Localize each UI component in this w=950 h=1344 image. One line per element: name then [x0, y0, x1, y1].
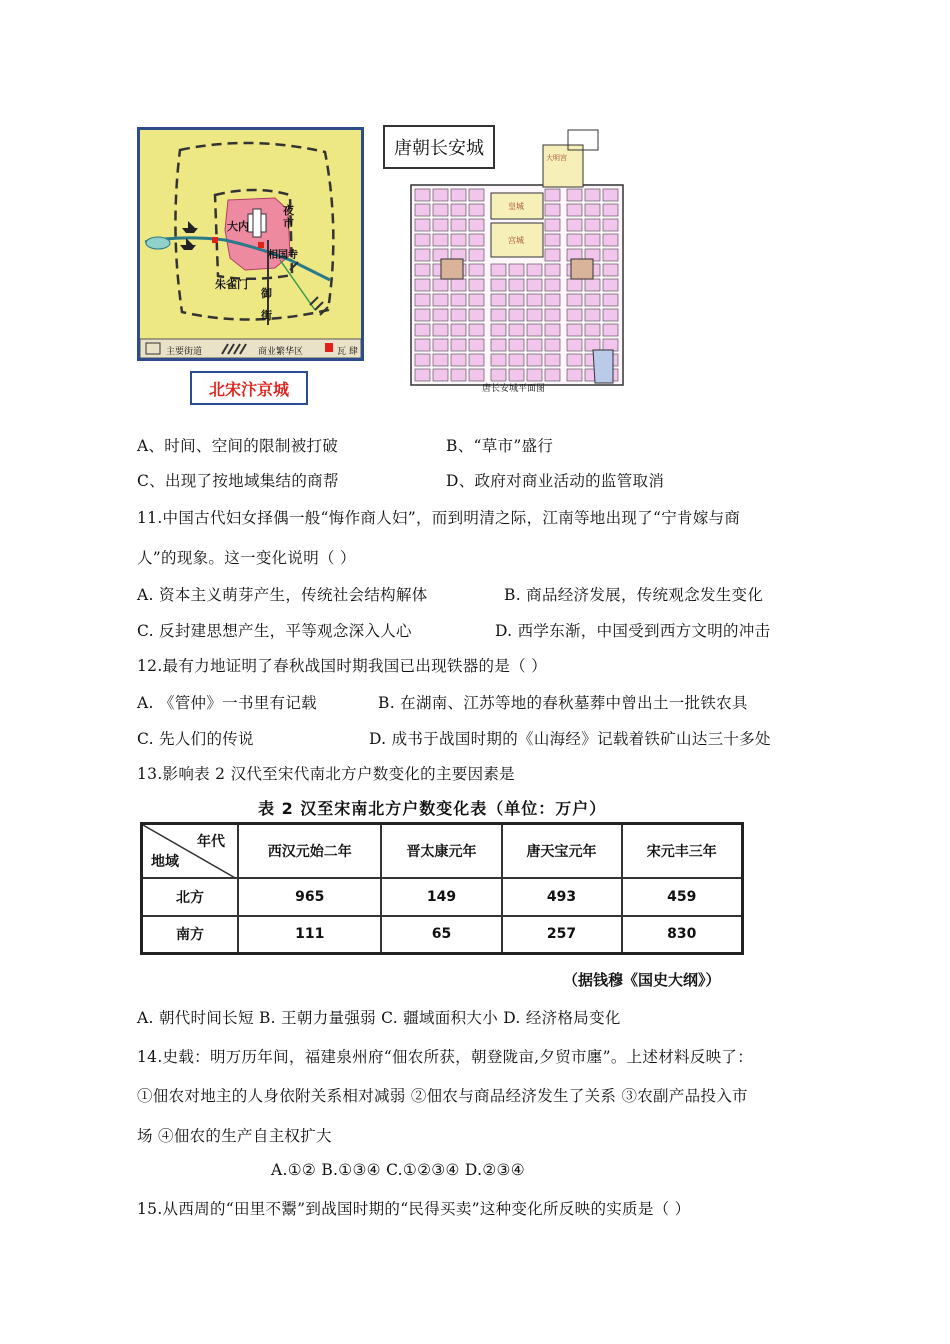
- q14-options: A.①② B.①③④ C.①②③④ D.②③④: [271, 1161, 525, 1179]
- table-header-row: [142, 824, 743, 878]
- ward-block: [585, 339, 600, 351]
- label-yeshi: 夜市: [283, 204, 294, 230]
- ward-block: [433, 294, 448, 306]
- ward-block: [545, 294, 560, 306]
- ward-block: [469, 324, 484, 336]
- ward-block: [509, 324, 524, 336]
- ward-block: [567, 204, 582, 216]
- table-cell: 965: [238, 878, 381, 916]
- ward-block: [545, 354, 560, 366]
- ward-block: [585, 234, 600, 246]
- q10-option-b: B、“草市”盛行: [446, 437, 554, 455]
- ward-block: [603, 234, 618, 246]
- table-cell: 111: [238, 916, 381, 954]
- q10-option-a: A、时间、空间的限制被打破: [137, 437, 339, 455]
- ward-block: [509, 279, 524, 291]
- label-xiangguosi: 相国寺: [268, 250, 298, 261]
- ward-block: [433, 369, 448, 381]
- ward-block: [469, 189, 484, 201]
- q13-options: A. 朝代时间长短 B. 王朝力量强弱 C. 疆域面积大小 D. 经济格局变化: [137, 1009, 621, 1027]
- q14-stem: 14.史载：明万历年间，福建泉州府“佃农所获，朝登陇亩,夕贸市廛”。上述材料反映了：: [137, 1048, 754, 1066]
- changan-map-title: 唐朝长安城: [383, 125, 495, 169]
- q11-option-d: D. 西学东渐，中国受到西方文明的冲击: [495, 622, 771, 640]
- ward-block: [451, 204, 466, 216]
- ward-block: [585, 219, 600, 231]
- table-cell: 149: [381, 878, 501, 916]
- table-cell: 257: [502, 916, 622, 954]
- ward-block: [527, 354, 542, 366]
- ward-block: [469, 354, 484, 366]
- legend-commercial: 商业繁华区: [258, 347, 304, 357]
- q12-option-d: D. 成书于战国时期的《山海经》记载着铁矿山达三十多处: [369, 730, 771, 748]
- ward-block: [451, 369, 466, 381]
- ward-block: [415, 219, 430, 231]
- ward-block: [509, 264, 524, 276]
- q11-option-c: C. 反封建思想产生，平等观念深入人心: [137, 622, 412, 640]
- q12-option-c: C. 先人们的传说: [137, 730, 254, 748]
- ward-block: [433, 189, 448, 201]
- daminggong-block: [543, 145, 583, 187]
- ward-block: [415, 279, 430, 291]
- ward-block: [451, 219, 466, 231]
- ward-block: [545, 264, 560, 276]
- row-header: 北方: [142, 878, 239, 916]
- q15-stem: 15.从西周的“田里不鬻”到战国时期的“民得买卖”这种变化所反映的实质是（ ）: [137, 1200, 691, 1218]
- q14-items-line1: ①佃农对地主的人身依附关系相对减弱 ②佃农与商品经济发生了关系 ③农副产品投入市: [137, 1087, 748, 1105]
- ward-block: [585, 204, 600, 216]
- q12-stem: 12.最有力地证明了春秋战国时期我国已出现铁器的是（ ）: [137, 657, 547, 675]
- column-header: 唐天宝元年: [502, 824, 622, 878]
- ward-block: [491, 309, 506, 321]
- ward-block: [415, 204, 430, 216]
- ward-block: [567, 279, 582, 291]
- ward-block: [585, 294, 600, 306]
- ward-block: [491, 294, 506, 306]
- ward-block: [567, 324, 582, 336]
- changan-map-caption: 唐长安城平面图: [482, 384, 546, 394]
- ward-block: [433, 309, 448, 321]
- ward-block: [545, 279, 560, 291]
- ward-block: [415, 249, 430, 261]
- ward-block: [469, 294, 484, 306]
- ward-block: [433, 204, 448, 216]
- ward-block: [567, 309, 582, 321]
- ward-block: [527, 294, 542, 306]
- label-yujie: 御街: [261, 287, 272, 322]
- q12-option-b: B. 在湖南、江苏等地的春秋墓葬中曾出土一批铁农具: [378, 694, 748, 712]
- q10-option-c: C、出现了按地域集结的商帮: [137, 472, 339, 490]
- ward-block: [603, 294, 618, 306]
- ward-block: [545, 189, 560, 201]
- ward-block: [509, 339, 524, 351]
- ward-block: [545, 204, 560, 216]
- corner-top-label: 年代: [197, 834, 225, 850]
- ward-block: [415, 264, 430, 276]
- ward-block: [603, 309, 618, 321]
- q11-option-b: B. 商品经济发展，传统观念发生变化: [504, 586, 764, 604]
- ward-block: [545, 339, 560, 351]
- column-header: 西汉元始二年: [238, 824, 381, 878]
- q11-stem-line2: 人”的现象。这一变化说明（ ）: [137, 549, 356, 567]
- ward-block: [603, 279, 618, 291]
- ward-block: [415, 294, 430, 306]
- table-row: [142, 878, 743, 916]
- ward-block: [567, 369, 582, 381]
- ward-block: [451, 189, 466, 201]
- ward-block: [527, 369, 542, 381]
- ward-block: [603, 324, 618, 336]
- ward-block: [415, 309, 430, 321]
- ward-block: [469, 309, 484, 321]
- kaifeng-map-drawing: [140, 130, 361, 358]
- ward-block: [469, 264, 484, 276]
- xishi-block: [441, 259, 463, 279]
- ward-block: [603, 219, 618, 231]
- ward-block: [469, 279, 484, 291]
- ward-block: [545, 219, 560, 231]
- ward-block: [545, 309, 560, 321]
- column-header: 晋太康元年: [381, 824, 501, 878]
- ward-block: [567, 234, 582, 246]
- ward-block: [469, 219, 484, 231]
- legend-wasi-swatch: [325, 343, 333, 352]
- kaifeng-map-caption: 北宋汴京城: [190, 371, 308, 405]
- ward-block: [491, 354, 506, 366]
- label-danei: 大内: [227, 220, 249, 233]
- row-header: 南方: [142, 916, 239, 954]
- ward-block: [415, 189, 430, 201]
- ward-block: [491, 279, 506, 291]
- q12-option-a: A. 《管仲》一书里有记载: [137, 694, 317, 712]
- ward-block: [491, 339, 506, 351]
- ward-block: [527, 324, 542, 336]
- ward-block: [585, 324, 600, 336]
- table-cell: 459: [622, 878, 743, 916]
- ward-block: [545, 249, 560, 261]
- boat-icons: [180, 221, 198, 250]
- ward-block: [603, 204, 618, 216]
- ward-block: [451, 309, 466, 321]
- q14-items-line2: 场 ④佃农的生产自主权扩大: [137, 1127, 332, 1145]
- column-header: 宋元丰三年: [622, 824, 743, 878]
- label-gongcheng: 宫城: [508, 236, 524, 245]
- wasi-marker: [212, 237, 218, 243]
- legend-main-street: 主要街道: [166, 347, 203, 357]
- palace-block: [253, 209, 261, 237]
- table-cell: 830: [622, 916, 743, 954]
- households-table: [140, 822, 744, 955]
- ward-block: [527, 264, 542, 276]
- ward-block: [527, 339, 542, 351]
- ward-block: [433, 339, 448, 351]
- ward-block: [415, 324, 430, 336]
- kaifeng-map: [137, 127, 364, 361]
- ward-block: [469, 369, 484, 381]
- label-zhuquemen: 朱雀门: [215, 278, 248, 291]
- ward-block: [585, 309, 600, 321]
- ward-block: [491, 324, 506, 336]
- ward-block: [585, 189, 600, 201]
- ward-block: [415, 234, 430, 246]
- table-title: 表 2 汉至宋南北方户数变化表（单位：万户）: [258, 799, 607, 818]
- ward-block: [433, 354, 448, 366]
- q10-option-d: D、政府对商业活动的监管取消: [446, 472, 665, 490]
- ward-block: [415, 369, 430, 381]
- wasi-marker: [258, 242, 264, 248]
- ward-block: [451, 324, 466, 336]
- green-road: [280, 260, 315, 310]
- q13-stem: 13.影响表 2 汉代至宋代南北方户数变化的主要因素是: [137, 765, 515, 783]
- ward-block: [585, 279, 600, 291]
- ward-block: [545, 234, 560, 246]
- ward-block: [415, 354, 430, 366]
- table-cell: 493: [502, 878, 622, 916]
- ward-block: [451, 234, 466, 246]
- dongshi-block: [571, 259, 593, 279]
- table-corner-cell: [142, 824, 239, 878]
- ward-block: [469, 339, 484, 351]
- ward-block: [603, 189, 618, 201]
- legend-wasi: 瓦 肆: [337, 347, 358, 357]
- ward-block: [509, 294, 524, 306]
- ward-block: [433, 234, 448, 246]
- ward-block: [469, 204, 484, 216]
- furong-garden: [593, 350, 613, 383]
- ward-block: [433, 279, 448, 291]
- ward-block: [567, 339, 582, 351]
- ward-block: [567, 354, 582, 366]
- ward-block: [527, 309, 542, 321]
- ward-block: [567, 189, 582, 201]
- q11-option-a: A. 资本主义萌芽产生，传统社会结构解体: [137, 586, 428, 604]
- ward-block: [491, 264, 506, 276]
- ward-block: [603, 249, 618, 261]
- q11-stem-line1: 11.中国古代妇女择偶一般“悔作商人妇”，而到明清之际，江南等地出现了“宁肯嫁与商: [137, 509, 741, 527]
- ward-block: [451, 294, 466, 306]
- ward-block: [469, 234, 484, 246]
- ward-block: [451, 339, 466, 351]
- table-row: [142, 916, 743, 954]
- ward-block: [469, 249, 484, 261]
- ward-block: [433, 219, 448, 231]
- corner-bottom-label: 地域: [151, 853, 179, 870]
- table-source: （据钱穆《国史大纲》）: [563, 971, 721, 989]
- ward-block: [451, 354, 466, 366]
- ward-block: [433, 324, 448, 336]
- ward-block: [509, 354, 524, 366]
- ward-block: [545, 369, 560, 381]
- label-daminggong: 大明宫: [546, 154, 567, 162]
- ward-block: [567, 219, 582, 231]
- ward-block: [545, 324, 560, 336]
- ward-block: [527, 279, 542, 291]
- ward-block: [603, 339, 618, 351]
- label-huangcheng: 皇城: [508, 202, 524, 211]
- ward-block: [603, 264, 618, 276]
- ward-block: [491, 369, 506, 381]
- table-cell: 65: [381, 916, 501, 954]
- ward-block: [509, 369, 524, 381]
- ward-block: [567, 294, 582, 306]
- ward-block: [451, 279, 466, 291]
- lake: [146, 237, 170, 249]
- ward-block: [509, 309, 524, 321]
- ward-block: [415, 339, 430, 351]
